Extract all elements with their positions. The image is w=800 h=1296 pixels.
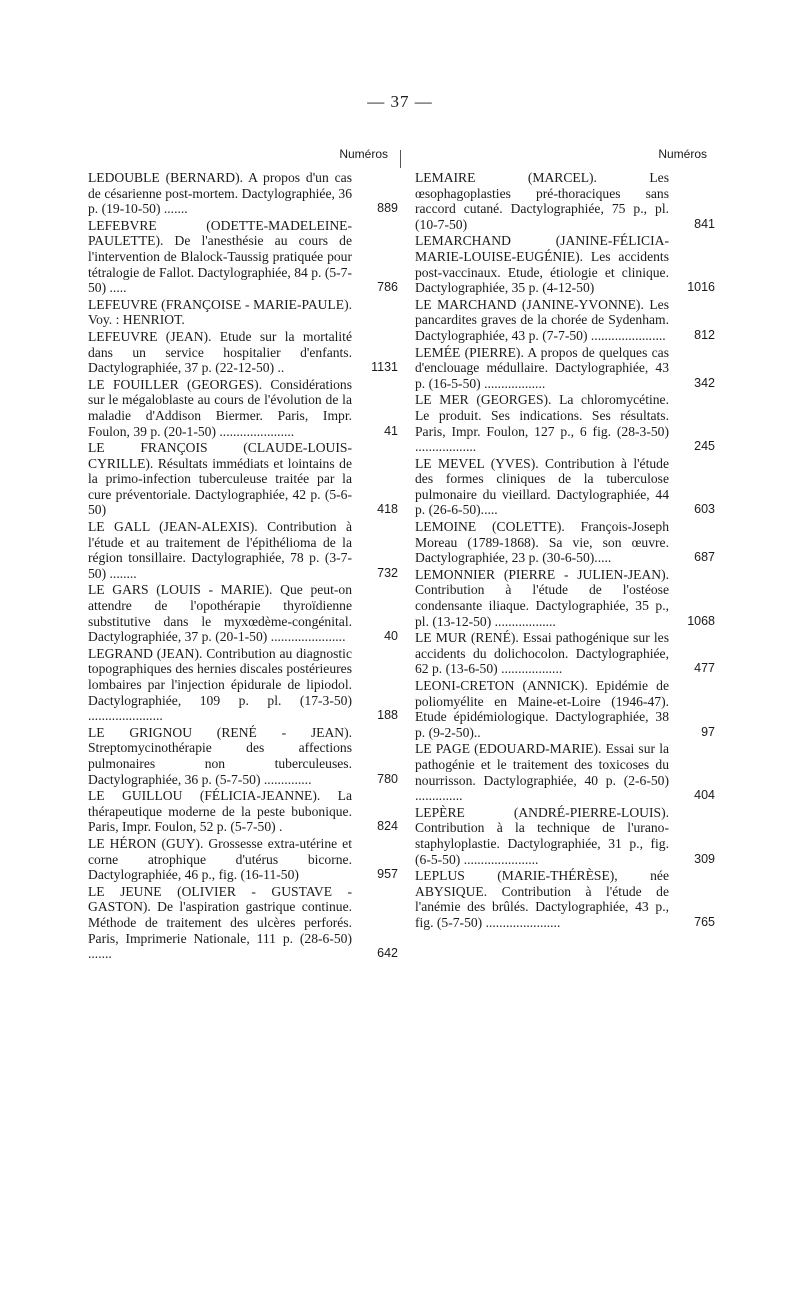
bibliography-entry [88,788,398,835]
entry-number: 786 [377,280,398,295]
entry-text: LEGRAND (JEAN). Contribution au diagnostic topographiques des hernies discales postérieures lombaires par l'injection épidurale de lipiodol. Dactylographiée, 109 p. pl. (17-3-50) ...................... [88,645,352,724]
entry-number: 1131 [371,360,398,375]
entry-number: 841 [694,216,715,231]
bibliography-entry [88,218,398,296]
entry-number: 732 [377,565,398,580]
entry-text: LEFEBVRE (ODETTE-MADELEINE-PAULETTE). De l'anesthésie au cours de l'intervention de Blalock-Taussig pratiquée pour tétralogie de Fallot. Dactylographiée, 84 p. (5-7-50) ..... [88,217,352,296]
entry-text: LE MARCHAND (JANINE-YVONNE). Les pancardites graves de la chorée de Sydenham. Dactylographiée, 43 p. (7-7-50) ...................... [415,296,669,343]
entry-text: LEMAIRE (MARCEL). Les œsophagoplasties pré-thoraciques sans raccord cutané. Dactylographiée, 75 p., pl. (10-7-50) [415,170,669,232]
entry-text: LE GARS (LOUIS - MARIE). Que peut-on attendre de l'opothérapie thyroïdienne substitutive dans le myxœdème-congénital. Dactylographiée, 37 p. (20-1-50) ...................... [88,582,352,645]
entry-text: LE MER (GEORGES). La chloromycétine. Le produit. Ses indications. Ses résultats. Paris, Impr. Foulon, 127 p., 6 fig. (28-3-50) .................. [415,392,669,455]
entry-number: 812 [694,327,715,342]
entry-number: 40 [384,629,398,644]
entry-text: LEPÈRE (ANDRÉ-PIERRE-LOUIS). Contribution à la technique de l'urano-staphyloplastie. Dactylographiée, 31 p., fig. (6-5-50) ...................... [415,804,669,867]
entry-number: 477 [694,661,715,676]
entry-number: 687 [694,550,715,565]
bibliography-entry [415,868,715,930]
bibliography-entry [88,582,398,644]
entry-number: 404 [694,788,715,803]
entry-number: 824 [377,819,398,834]
bibliography-entry [88,170,398,217]
right-column [415,148,715,932]
entry-text: LE GALL (JEAN-ALEXIS). Contribution à l'étude et au traitement de l'épithélioma de la région tonsillaire. Dactylographiée, 78 p. (3-7-50) ........ [88,519,352,581]
entry-text: LE JEUNE (OLIVIER - GUSTAVE - GASTON). De l'aspiration gastrique continue. Méthode de traitement des ulcères perforés. Paris, Imprimerie Nationale, 111 p. (28-6-50) ....... [88,883,352,962]
entry-text: LE PAGE (EDOUARD-MARIE). Essai sur la pathogénie et le traitement des toxicoses du nourrisson. Dactylographiée, 40 p. (2-6-50) .............. [415,741,669,804]
entry-text: LE MEVEL (YVES). Contribution à l'étude des formes cliniques de la tuberculose pulmonaire du vieillard. Dactylographiée, 44 p. (26-6-50)..... [415,455,669,518]
bibliography-entry [415,456,715,518]
entry-text: LE MUR (RENÉ). Essai pathogénique sur les accidents du dolichocolon. Dactylographiée, 62 p. (13-6-50) .................. [415,630,669,677]
bibliography-entry [88,297,398,328]
bibliography-entry [415,567,715,629]
entry-number: 309 [694,851,715,866]
bibliography-entry [415,741,715,803]
entry-number: 603 [694,502,715,517]
bibliography-entry [88,440,398,518]
entry-text: LEONI-CRETON (ANNICK). Epidémie de poliomyélite en Maine-et-Loire (1946-47). Etude épidémiologique. Dactylographiée, 38 p. (9-2-50).. [415,678,669,740]
column-rule [400,150,401,168]
entry-text: LE GRIGNOU (RENÉ - JEAN). Streptomycinothérapie des affections pulmonaires non tuberculeuses. Dactylographiée, 36 p. (5-7-50) .............. [88,724,352,787]
entry-number: 97 [701,724,715,739]
entry-number: 642 [377,946,398,961]
bibliography-entry [88,725,398,787]
entry-number: 41 [384,423,398,438]
entry-text: LEFEUVRE (JEAN). Etude sur la mortalité dans un service hospitalier d'enfants. Dactylographiée, 37 p. (22-12-50) .. [88,328,352,376]
entry-text: LEMARCHAND (JANINE-FÉLICIA-MARIE-LOUISE-EUGÉNIE). Les accidents post-vaccinaux. Etude, étiologie et clinique. Dactylographiée, 35 p. (4-12-50) [415,233,669,296]
bibliography-entry [415,519,715,566]
entry-number: 957 [377,867,398,882]
entry-text: LEDOUBLE (BERNARD). A propos d'un cas de césarienne post-mortem. Dactylographiée, 36 p. (19-10-50) ....... [88,170,352,217]
page-number: — 37 — [367,92,433,111]
entry-number: 765 [694,914,715,929]
bibliography-entry [415,233,715,295]
right-entries [415,170,715,931]
entry-text: LE FOUILLER (GEORGES). Considérations sur le mégaloblaste au cours de l'évolution de la maladie d'Addison Biermer. Paris, Impr. Foulon, 39 p. (20-1-50) ...................... [88,376,352,439]
bibliography-entry [88,836,398,883]
bibliography-entry [88,884,398,962]
entry-text: LE FRANÇOIS (CLAUDE-LOUIS-CYRILLE). Résultats immédiats et lointains de la primo-infection tuberculeuse traitée par la cure préventoriale. Dactylographiée, 42 p. (5-6-50) [88,440,352,518]
left-entries [88,170,398,962]
entry-text: LEPLUS (MARIE-THÉRÈSE), née ABYSIQUE. Contribution à l'étude de l'anémie des brûlés. Dactylographiée, 43 p., fig. (5-7-50) ...................... [415,868,669,930]
entry-text: LEFEUVRE (FRANÇOISE - MARIE-PAULE). Voy. : HENRIOT. [88,296,352,328]
entry-number: 188 [377,708,398,723]
entry-number: 1068 [687,613,715,628]
bibliography-entry [415,392,715,454]
bibliography-entry [415,678,715,740]
bibliography-entry [88,646,398,724]
bibliography-entry [415,345,715,392]
bibliography-entry [415,805,715,867]
bibliography-entry [88,519,398,581]
bibliography-entry [415,170,715,232]
entry-number: 245 [694,439,715,454]
entry-text: LE GUILLOU (FÉLICIA-JEANNE). La thérapeutique moderne de la peste bubonique. Paris, Impr. Foulon, 52 p. (5-7-50) . [88,788,352,835]
right-column-header: Numéros [658,147,707,161]
entry-text: LEMOINE (COLETTE). François-Joseph Moreau (1789-1868). Sa vie, son œuvre. Dactylographiée, 23 p. (30-6-50)..... [415,519,669,566]
entry-number: 889 [377,201,398,216]
entry-number: 418 [377,502,398,517]
bibliography-entry [415,630,715,677]
left-column [88,148,398,963]
bibliography-entry [88,377,398,439]
left-column-header: Numéros [339,147,388,161]
entry-text: LE HÉRON (GUY). Grossesse extra-utérine et corne atrophique d'utérus bicorne. Dactylographiée, 46 p., fig. (16-11-50) [88,835,352,883]
entry-text: LEMONNIER (PIERRE - JULIEN-JEAN). Contribution à l'étude de l'ostéose condensante iliaque. Dactylographiée, 35 p., pl. (13-12-50) .................. [415,566,669,629]
bibliography-entry [415,297,715,344]
bibliography-entry [88,329,398,376]
entry-number: 780 [377,771,398,786]
entry-number: 1016 [687,280,715,295]
entry-number: 342 [694,375,715,390]
entry-text: LEMÉE (PIERRE). A propos de quelques cas d'enclouage médullaire. Dactylographiée, 43 p. (16-5-50) .................. [415,344,669,391]
